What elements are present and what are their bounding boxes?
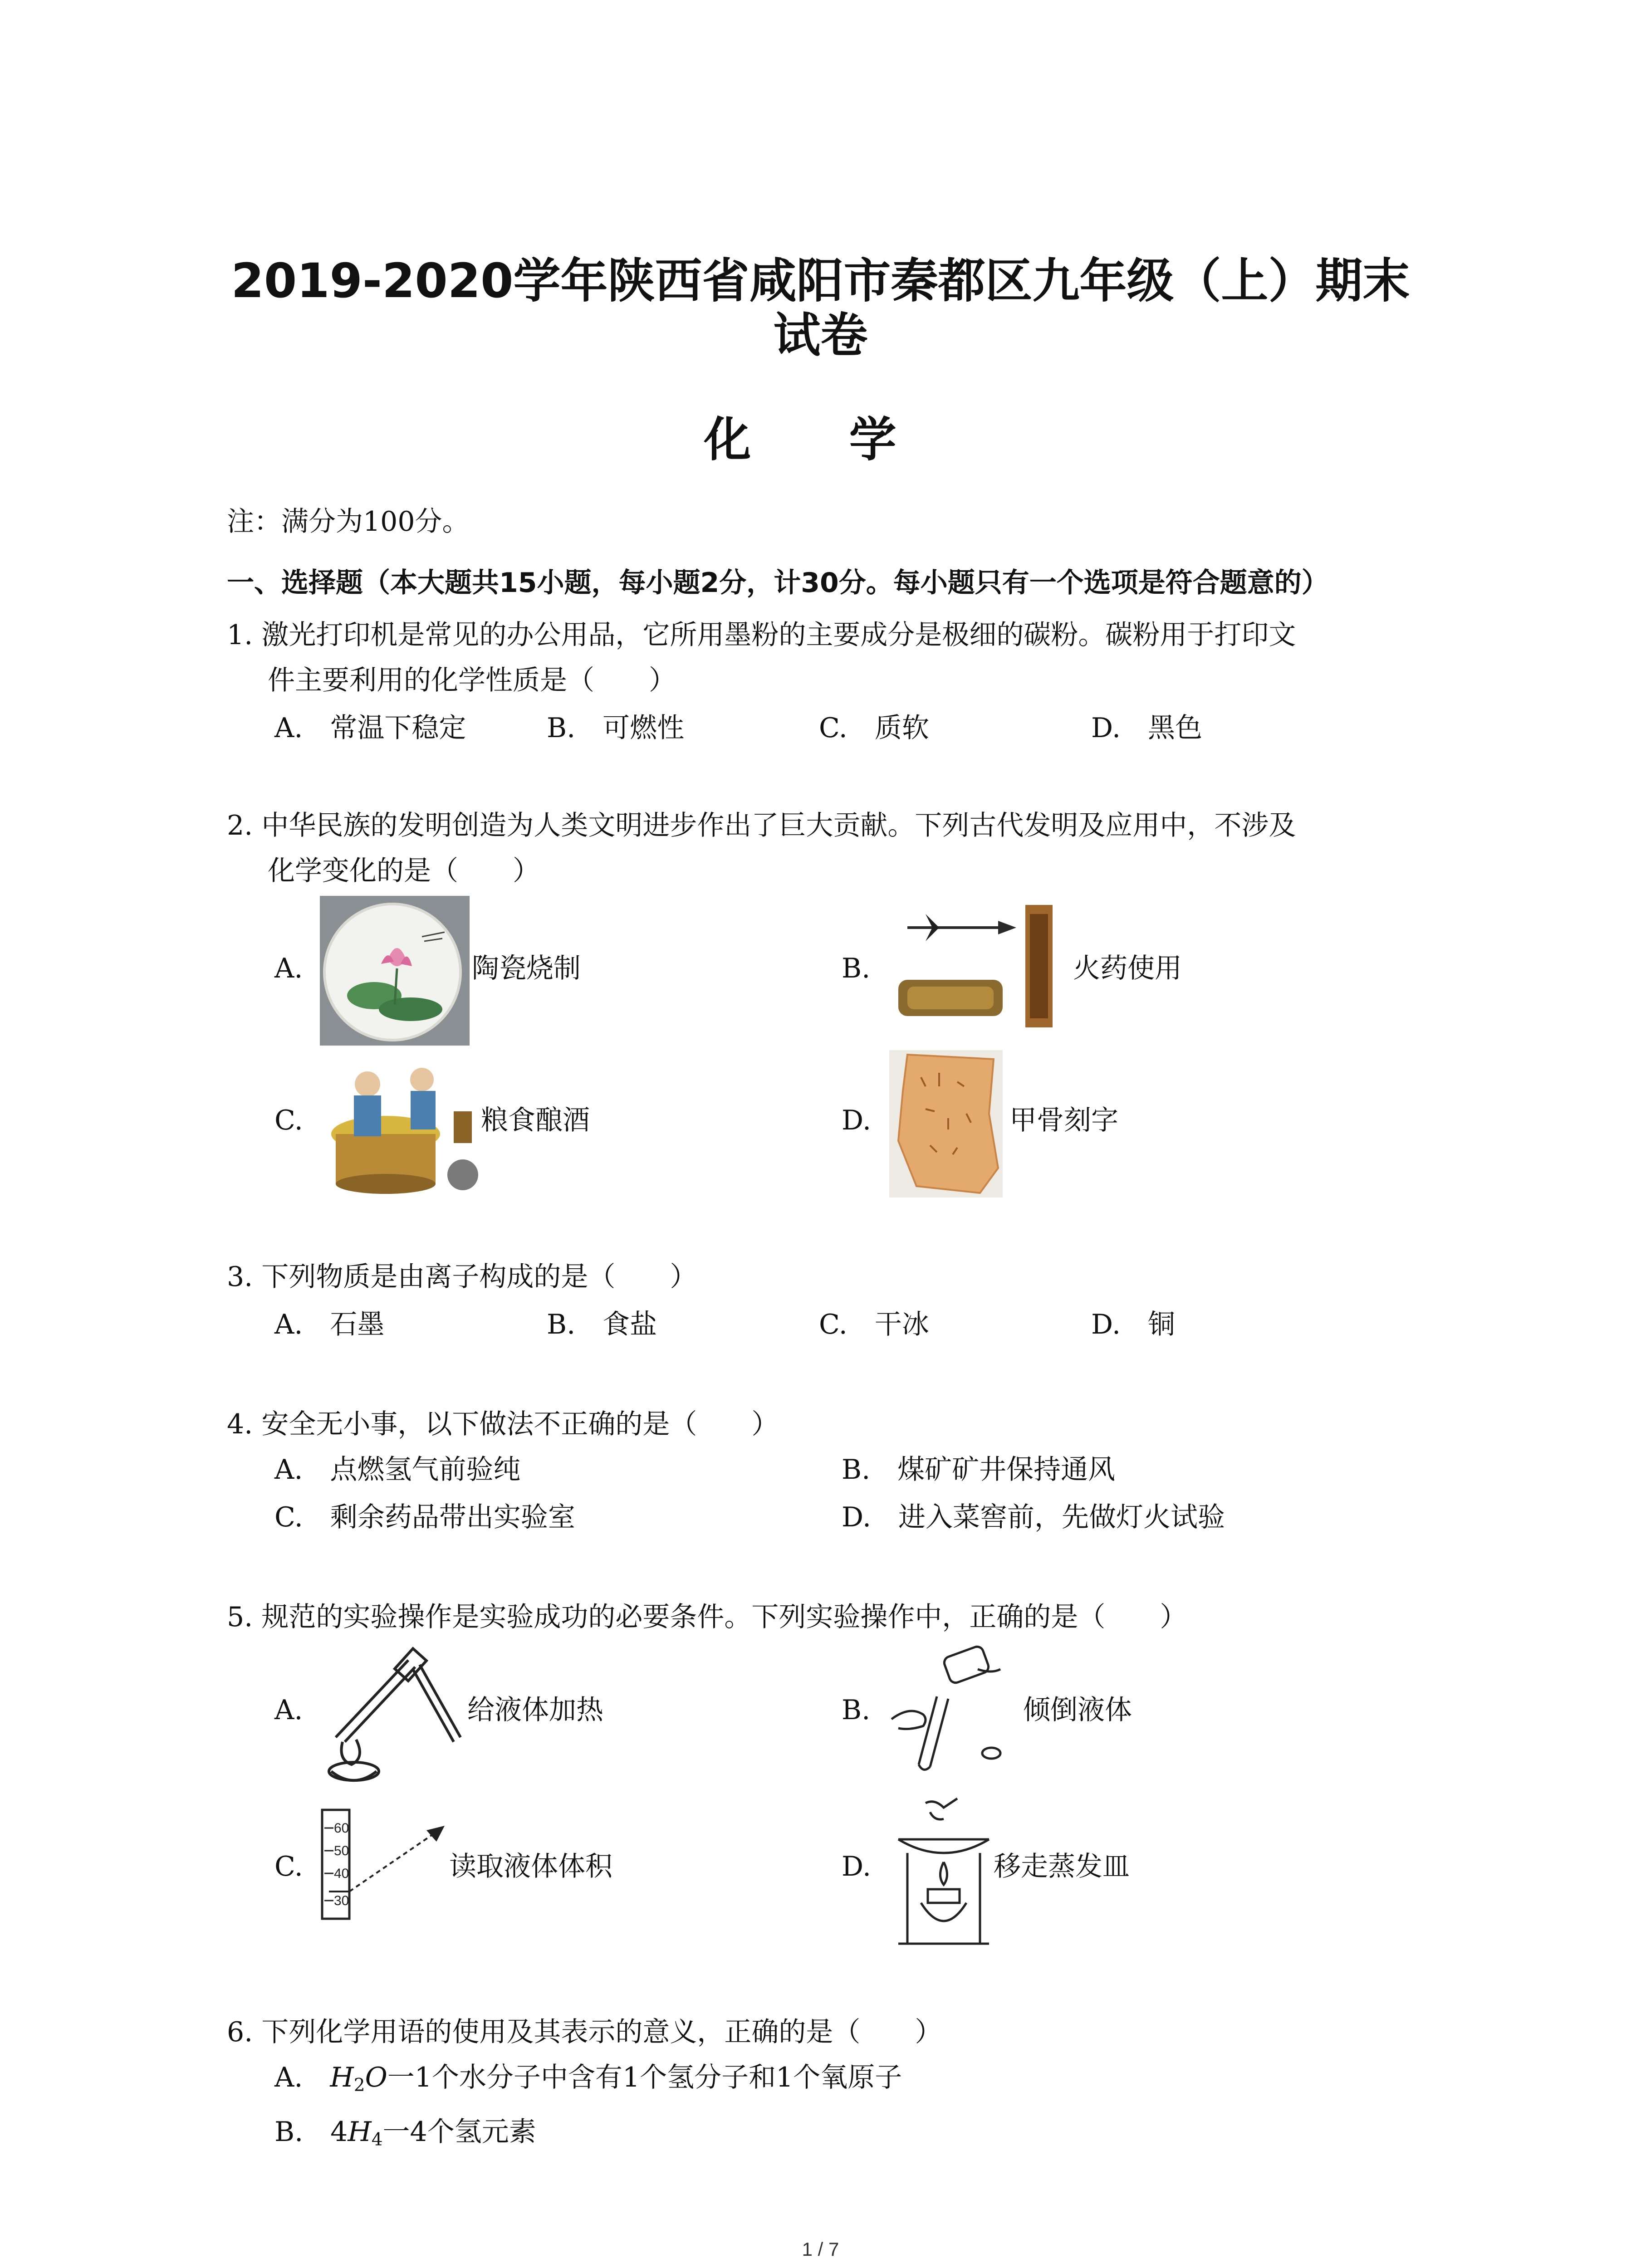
q1-option-a: A. 常温下稳定 xyxy=(274,712,466,744)
q5-option-c-label: 读取液体体积 xyxy=(449,1851,612,1882)
q2-option-c-letter: C. xyxy=(274,1105,303,1136)
q3-line1: 3. 下列物质是由离子构成的是（ ） xyxy=(227,1261,697,1293)
pouring-liquid-image xyxy=(887,1642,1019,1787)
brewing-wine-image xyxy=(318,1052,485,1198)
q5-line1: 5. 规范的实验操作是实验成功的必要条件。下列实验操作中，正确的是（ ） xyxy=(227,1601,1187,1633)
q3-option-b: B. 食盐 xyxy=(547,1309,657,1340)
q5-option-c-letter: C. xyxy=(274,1851,303,1882)
q1-option-d: D. 黑色 xyxy=(1091,712,1203,744)
q1-option-c: C. 质软 xyxy=(819,712,929,744)
q6-option-b: B. $4H_4$一4个氢元素 xyxy=(274,2116,536,2150)
q6-option-a-text: 一1个水分子中含有1个氢分子和1个氧原子 xyxy=(387,2062,902,2093)
exam-title-line1: 2019-2020学年陕西省咸阳市秦都区九年级（上）期末 xyxy=(231,253,1410,308)
porcelain-plate-image xyxy=(320,896,470,1046)
scale-label-50: 50 xyxy=(334,1843,349,1858)
q4-option-c: C. 剩余药品带出实验室 xyxy=(274,1501,575,1533)
subject-title: 化 学 xyxy=(704,412,937,467)
formula-sub: 2 xyxy=(353,2075,365,2096)
oracle-bone-image xyxy=(889,1050,1003,1198)
gunpowder-weapons-image xyxy=(894,900,1071,1036)
section-heading: 一、选择题（本大题共15小题，每小题2分，计30分。每小题只有一个选项是符合题意的） xyxy=(227,567,1329,599)
q5-option-a-label: 给液体加热 xyxy=(467,1694,603,1726)
page-number: 1 / 7 xyxy=(802,2239,839,2260)
q4-line1: 4. 安全无小事，以下做法不正确的是（ ） xyxy=(227,1408,779,1440)
q2-line1: 2. 中华民族的发明创造为人类文明进步作出了巨大贡献。下列古代发明及应用中，不涉及 xyxy=(227,810,1296,841)
q2-option-b-label: 火药使用 xyxy=(1073,953,1182,984)
reading-cylinder-image xyxy=(318,1805,454,1923)
formula-h: H xyxy=(348,2116,372,2148)
q1-option-b: B. 可燃性 xyxy=(547,712,685,744)
q2-option-d-label: 甲骨刻字 xyxy=(1009,1105,1118,1136)
q6-line1: 6. 下列化学用语的使用及其表示的意义，正确的是（ ） xyxy=(227,2016,942,2048)
scale-label-60: 60 xyxy=(334,1821,349,1836)
formula-h: H xyxy=(330,2062,354,2093)
scale-label-40: 40 xyxy=(334,1866,349,1881)
q5-option-d-label: 移走蒸发皿 xyxy=(994,1851,1130,1882)
q2-option-b-letter: B. xyxy=(842,953,871,984)
exam-title-line2: 试卷 xyxy=(773,308,868,363)
q2-line2: 化学变化的是（ ） xyxy=(268,855,540,887)
q4-option-d: D. 进入菜窖前，先做灯火试验 xyxy=(842,1501,1225,1533)
evaporating-dish-image xyxy=(889,1794,998,1950)
q3-option-a: A. 石墨 xyxy=(274,1309,385,1340)
formula-sub: 4 xyxy=(371,2129,383,2150)
q1-line1: 1. 激光打印机是常见的办公用品，它所用墨粉的主要成分是极细的碳粉。碳粉用于打印文 xyxy=(227,619,1296,651)
q3-option-c: C. 干冰 xyxy=(819,1309,929,1340)
q5-option-b-letter: B. xyxy=(842,1694,871,1726)
q6-option-b-text: 一4个氢元素 xyxy=(382,2116,536,2148)
q4-option-b: B. 煤矿矿井保持通风 xyxy=(842,1454,1116,1486)
q3-option-d: D. 铜 xyxy=(1091,1309,1176,1340)
q2-option-a-letter: A. xyxy=(274,953,303,984)
q4-option-a: A. 点燃氢气前验纯 xyxy=(274,1454,521,1486)
formula-o: O xyxy=(365,2062,387,2093)
heating-liquid-image xyxy=(318,1642,467,1787)
q2-option-c-label: 粮食酿酒 xyxy=(481,1105,590,1136)
q5-option-d-letter: D. xyxy=(842,1851,872,1882)
scale-label-30: 30 xyxy=(334,1893,349,1908)
q6-option-a: A. $H_2O$一1个水分子中含有1个氢分子和1个氧原子 xyxy=(274,2062,902,2096)
q2-option-a-label: 陶瓷烧制 xyxy=(472,953,581,984)
q2-option-d-letter: D. xyxy=(842,1105,872,1136)
q5-option-a-letter: A. xyxy=(274,1694,303,1726)
formula-coefficient: 4 xyxy=(330,2116,348,2148)
q5-option-b-label: 倾倒液体 xyxy=(1023,1694,1132,1726)
score-note: 注：满分为100分。 xyxy=(227,506,470,538)
q1-line2: 件主要利用的化学性质是（ ） xyxy=(268,665,676,696)
